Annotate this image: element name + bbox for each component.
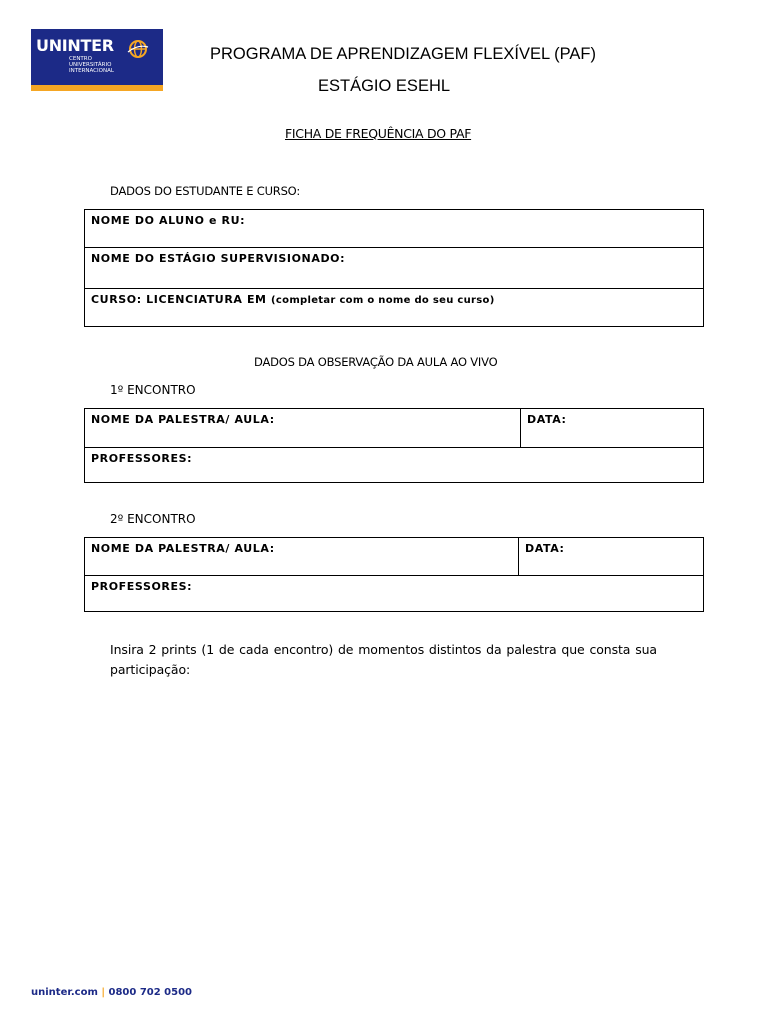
footer-contact [31, 987, 192, 998]
encounter-2-teachers-field[interactable] [85, 576, 704, 612]
field-label: DATA: [525, 542, 565, 555]
logo-sub-line: UNIVERSITÁRIO [69, 62, 112, 68]
encounter-1-lecture-field[interactable] [85, 409, 521, 448]
course-field[interactable] [85, 289, 704, 327]
internship-name-field[interactable] [85, 248, 704, 289]
logo-stripe [31, 85, 163, 91]
encounter-2-table [84, 537, 704, 612]
footer-phone: 0800 702 0500 [108, 987, 193, 998]
encounter-2-label: 2º ENCONTRO [110, 512, 196, 526]
instructions-paragraph: Insira 2 prints (1 de cada encontro) de momentos distintos da palestra que consta sua participação: [110, 642, 657, 677]
form-subtitle: FICHA DE FREQUÊNCIA DO PAF [285, 126, 472, 141]
footer-separator: | [101, 987, 106, 998]
logo-sub-line: INTERNACIONAL [69, 68, 114, 74]
student-section-heading: DADOS DO ESTUDANTE E CURSO: [110, 184, 301, 198]
encounter-2-lecture-field[interactable] [85, 538, 519, 576]
field-label: PROFESSORES: [91, 580, 193, 593]
footer-site-link[interactable]: uninter.com [31, 987, 98, 998]
encounter-1-label: 1º ENCONTRO [110, 383, 196, 397]
field-label: PROFESSORES: [91, 452, 193, 465]
student-data-table [84, 209, 704, 327]
internship-title: ESTÁGIO ESEHL [318, 77, 451, 95]
logo-subtitle [69, 56, 114, 74]
logo-brand-text: UNINTER [36, 36, 114, 55]
encounter-2-date-field[interactable] [519, 538, 704, 576]
field-label: NOME DO ESTÁGIO SUPERVISIONADO: [91, 252, 346, 265]
observation-section-heading: DADOS DA OBSERVAÇÃO DA AULA AO VIVO [254, 355, 498, 369]
logo-sub-line: CENTRO [69, 56, 92, 62]
field-label: CURSO: LICENCIATURA EM [91, 293, 267, 306]
encounter-1-teachers-field[interactable] [85, 448, 704, 483]
encounter-1-table [84, 408, 704, 483]
program-title: PROGRAMA DE APRENDIZAGEM FLEXÍVEL (PAF) [210, 45, 596, 63]
student-name-field[interactable] [85, 210, 704, 248]
course-hint: (completar com o nome do seu curso) [271, 295, 495, 306]
field-label: NOME DA PALESTRA/ AULA: [91, 413, 275, 426]
uninter-logo [31, 29, 163, 91]
globe-icon [127, 38, 149, 60]
field-label: NOME DO ALUNO e RU: [91, 214, 246, 227]
encounter-1-date-field[interactable] [521, 409, 704, 448]
field-label: DATA: [527, 413, 567, 426]
field-label: NOME DA PALESTRA/ AULA: [91, 542, 275, 555]
